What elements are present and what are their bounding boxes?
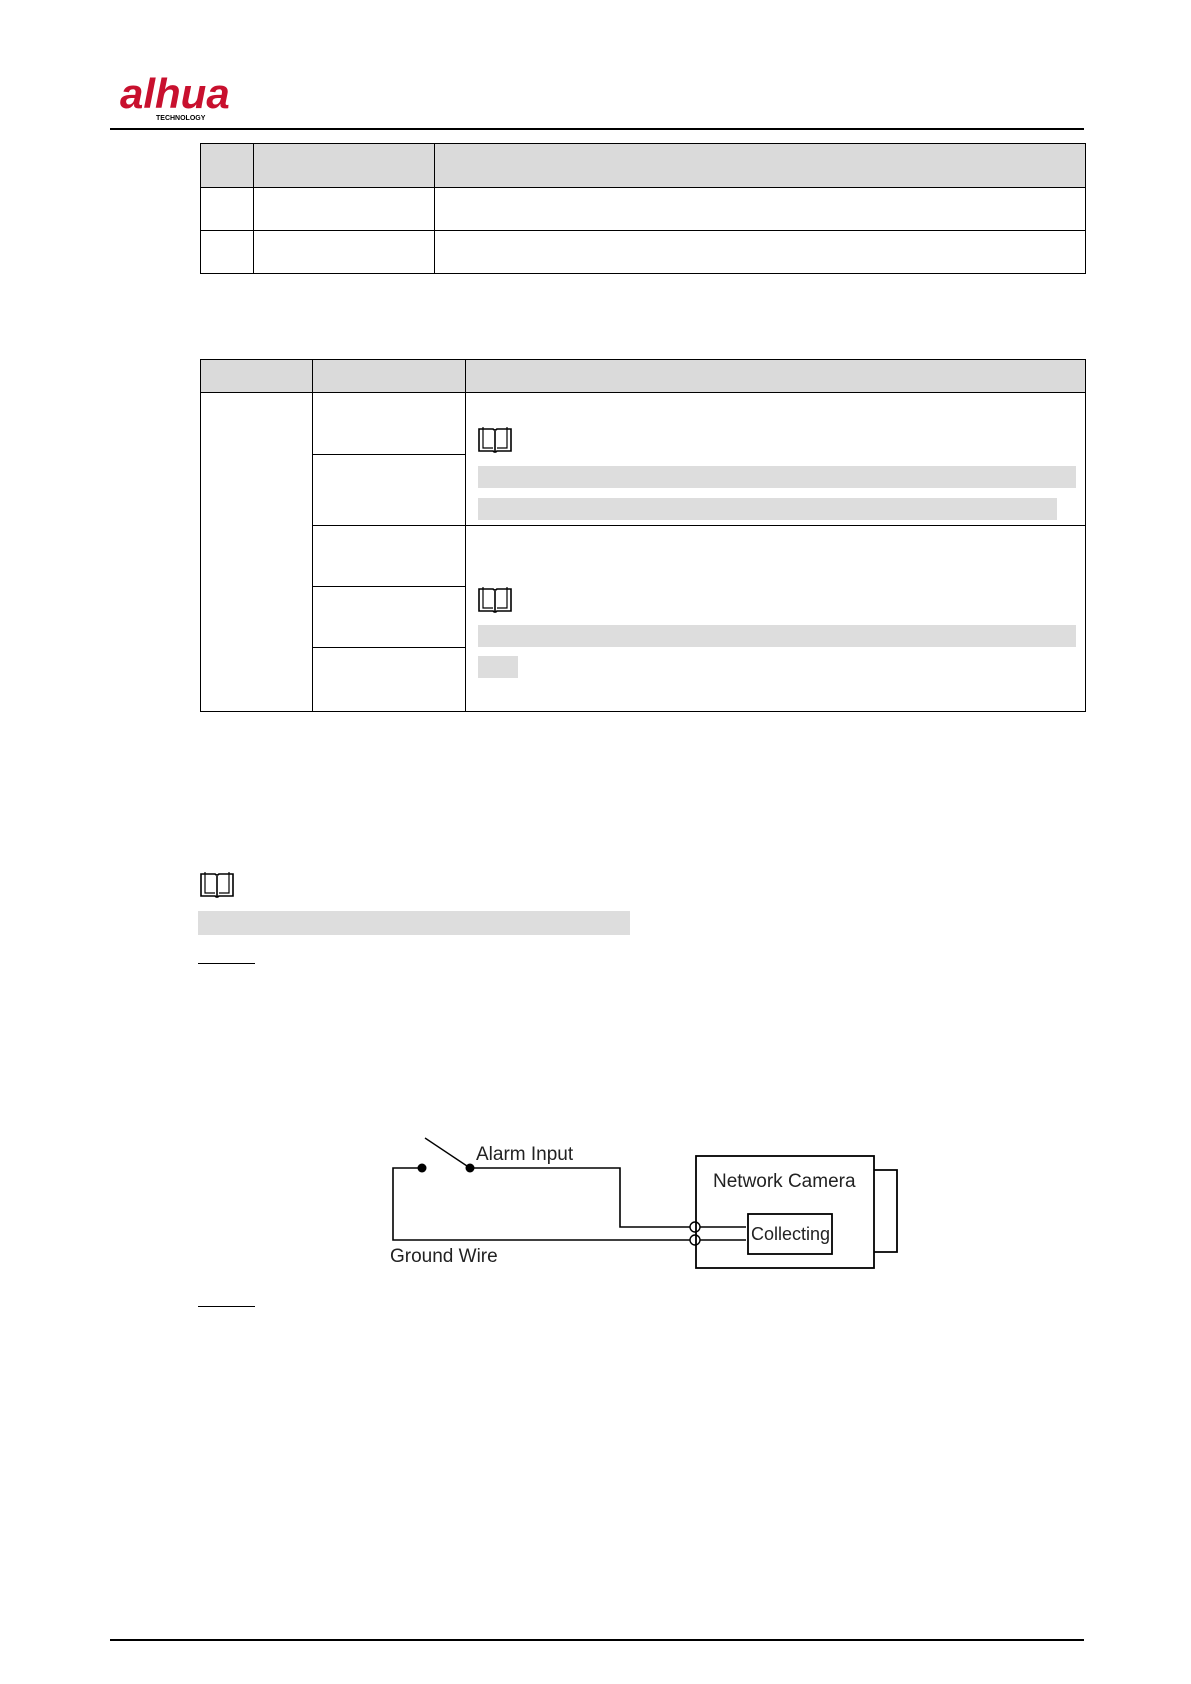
note-highlight: [198, 911, 630, 935]
switch-lever: [425, 1138, 470, 1168]
table-1-header-row: [200, 143, 1086, 187]
logo-wordmark: alhua: [120, 72, 230, 117]
note-book-icon: [198, 870, 236, 900]
alarm-input-wiring-diagram: [380, 1120, 900, 1270]
network-camera-label: Network Camera: [713, 1171, 856, 1192]
table-2-header-row: [200, 359, 1086, 392]
logo-subtext: TECHNOLOGY: [156, 115, 206, 122]
alarm-input-label: Alarm Input: [476, 1144, 574, 1165]
note-highlight: [478, 656, 518, 678]
terminal-circle: [690, 1222, 700, 1232]
header-rule: [110, 128, 1084, 130]
camera-side-bracket: [874, 1170, 897, 1252]
ground-wire-line: [393, 1168, 690, 1240]
note-book-icon: [476, 585, 514, 615]
step-marker: [198, 963, 255, 964]
note-highlight: [478, 625, 1076, 647]
brand-logo: [120, 72, 260, 122]
alarm-input-line: [470, 1168, 690, 1227]
ground-wire-label: Ground Wire: [390, 1246, 498, 1267]
step-marker: [198, 1306, 255, 1307]
collecting-label: Collecting: [751, 1224, 831, 1244]
note-book-icon: [476, 425, 514, 455]
note-highlight: [478, 498, 1057, 520]
note-highlight: [478, 466, 1076, 488]
terminal-circle: [690, 1235, 700, 1245]
footer-rule: [110, 1639, 1084, 1641]
